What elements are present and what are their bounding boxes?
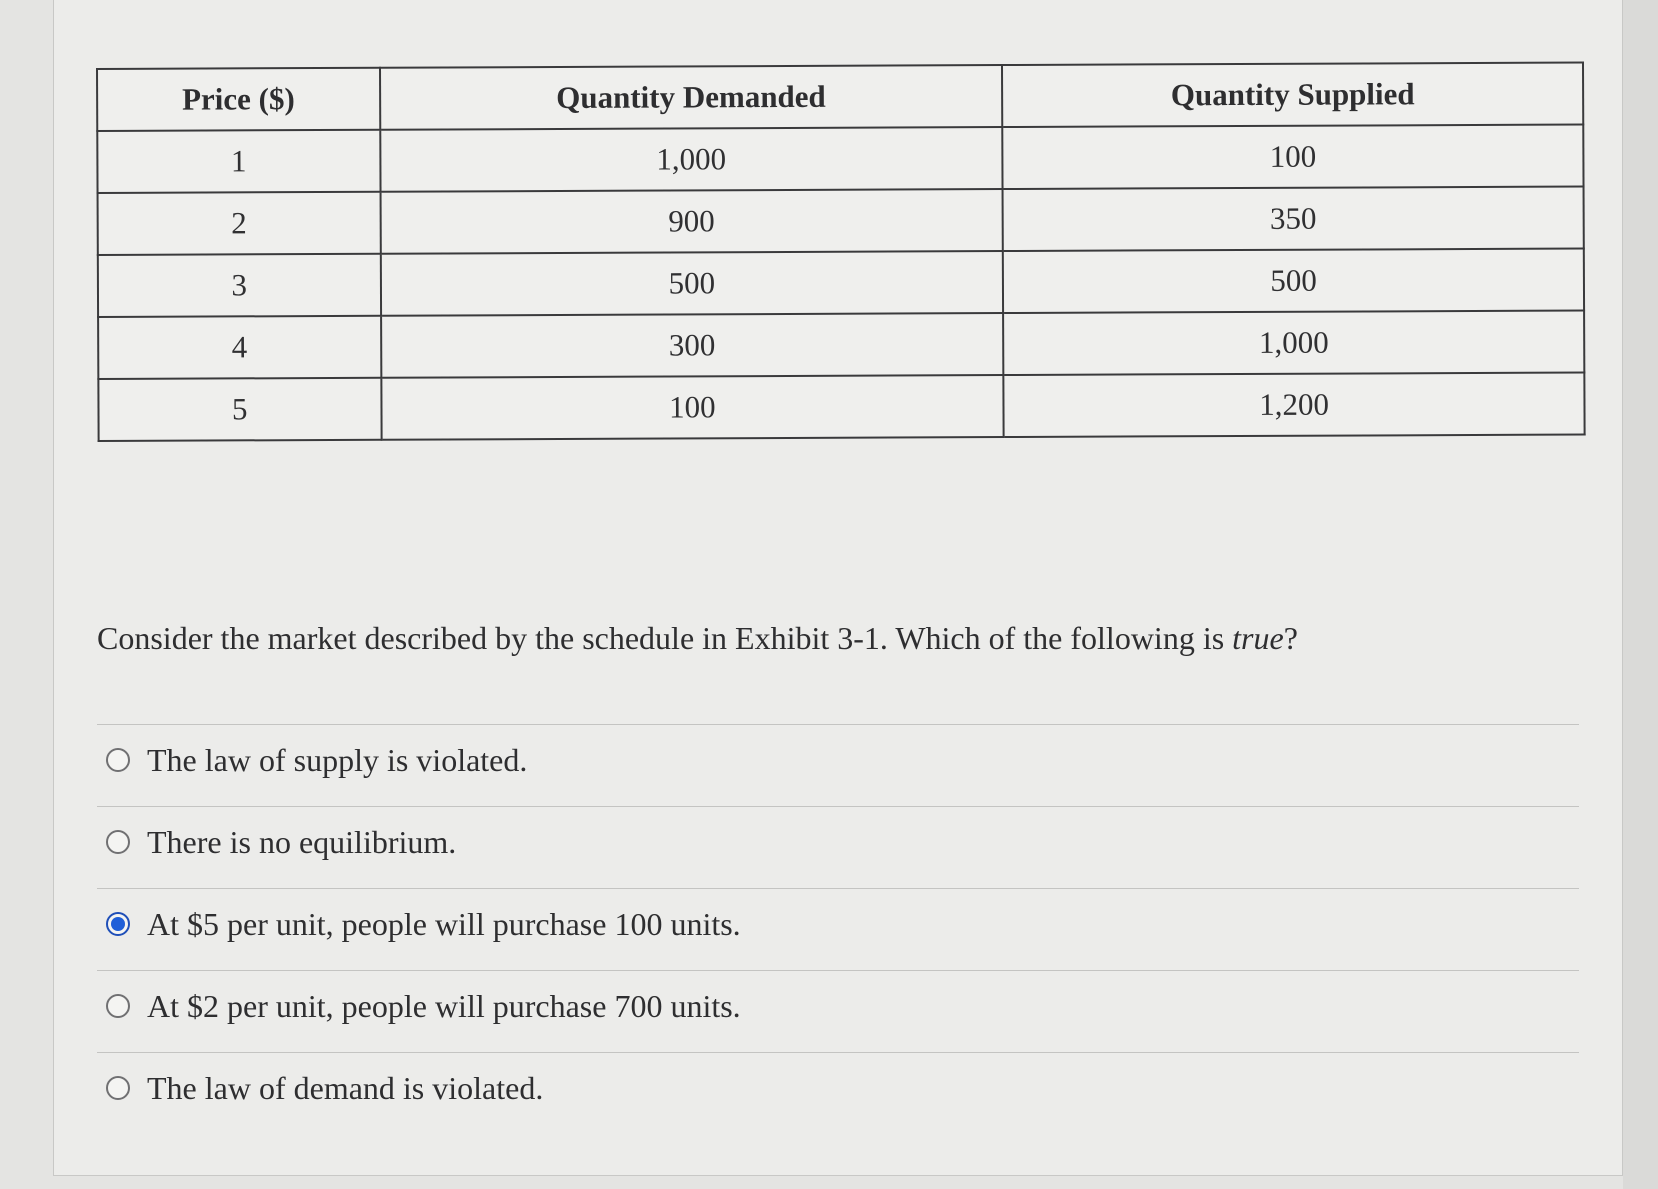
- table-row: [98, 373, 1584, 441]
- radio-button-icon[interactable]: [106, 830, 130, 854]
- cell-quantity-supplied: 350: [1003, 187, 1584, 252]
- header-quantity-demanded: Quantity Demanded: [380, 65, 1003, 130]
- header-quantity-supplied: Quantity Supplied: [1002, 63, 1583, 128]
- table-row: [97, 125, 1583, 193]
- cell-quantity-demanded: 100: [381, 375, 1004, 440]
- radio-button-icon[interactable]: [106, 748, 130, 772]
- answer-option[interactable]: [106, 740, 527, 780]
- answer-option-label: At $5 per unit, people will purchase 100 units.: [147, 905, 741, 942]
- answer-option-label: At $2 per unit, people will purchase 700 units.: [147, 987, 741, 1024]
- answer-option[interactable]: [106, 986, 741, 1026]
- cell-quantity-supplied: 500: [1003, 249, 1584, 314]
- answer-option[interactable]: [106, 822, 456, 862]
- cell-quantity-supplied: 1,000: [1003, 311, 1584, 376]
- radio-button-icon[interactable]: [106, 1076, 130, 1100]
- answer-option[interactable]: [106, 1068, 543, 1108]
- divider: [97, 970, 1579, 971]
- table-row: [98, 249, 1584, 317]
- answer-option-selected[interactable]: [106, 904, 741, 944]
- cell-price: 1: [97, 130, 380, 193]
- radio-button-icon[interactable]: [106, 994, 130, 1018]
- cell-price: 2: [98, 192, 381, 255]
- cell-quantity-demanded: 300: [381, 313, 1004, 378]
- divider: [97, 724, 1579, 725]
- cell-price: 4: [98, 316, 381, 379]
- answer-option-label: The law of demand is violated.: [147, 1069, 544, 1106]
- question-text: [97, 620, 1298, 657]
- table-header-row: [97, 63, 1583, 131]
- answer-option-label: The law of supply is violated.: [147, 741, 528, 778]
- question-suffix: ?: [1283, 620, 1298, 656]
- cell-quantity-demanded: 900: [380, 189, 1003, 254]
- divider: [97, 888, 1579, 889]
- exhibit-table: [96, 62, 1586, 442]
- cell-price: 3: [98, 254, 381, 317]
- screen-edge: [1623, 0, 1658, 1189]
- header-price: Price ($): [97, 68, 380, 131]
- answer-option-label: There is no equilibrium.: [147, 823, 457, 860]
- cell-quantity-demanded: 500: [380, 251, 1003, 316]
- cell-quantity-demanded: 1,000: [380, 127, 1003, 192]
- cell-quantity-supplied: 100: [1002, 125, 1583, 190]
- question-emphasis: true: [1232, 620, 1284, 656]
- question-prefix: Consider the market described by the schedule in Exhibit 3-1. Which of the following is: [97, 620, 1233, 656]
- radio-button-selected-icon[interactable]: [106, 912, 130, 936]
- cell-quantity-supplied: 1,200: [1004, 373, 1585, 438]
- table-row: [98, 311, 1584, 379]
- divider: [97, 806, 1579, 807]
- table-row: [98, 187, 1584, 255]
- divider: [97, 1052, 1579, 1053]
- cell-price: 5: [98, 378, 381, 441]
